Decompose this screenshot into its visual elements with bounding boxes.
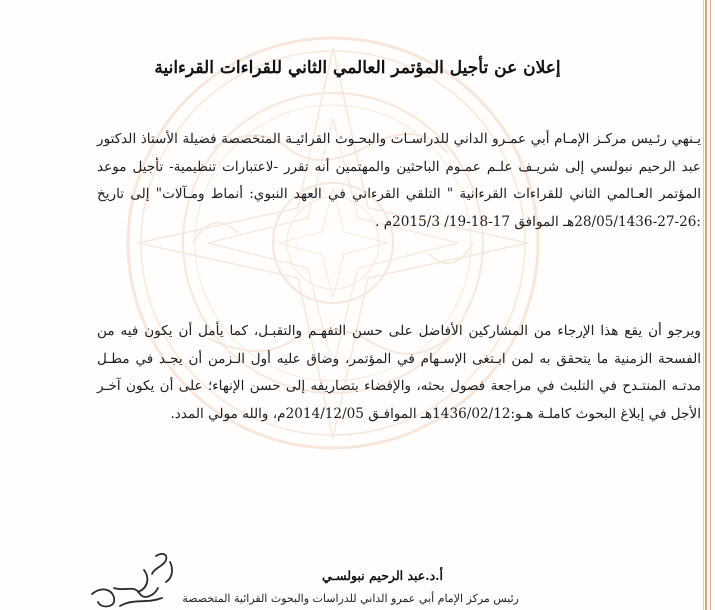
page-border-outer — [710, 0, 711, 610]
signatory-role: رئيس مركز الإمام أبي عمرو الداني للدراسات والبحوث القرائية المتخصصة — [182, 592, 519, 605]
announcement-paragraph-1: يـنهي رئـيس مركـز الإمـام أبي عمـرو الداني للدراسـات والبحـوث القرائيـة المتخصصة فضيلة الأستاذ الدكتور عبد الرحيم نبولسي إلى شريـف علـم عمـوم الباحثين والمهتمين أنه تقرر -لاعتبارات تنظيمية- تأجيل موعد المؤتمر العـالمي الثاني للقراءات القرءانية " التلقي القرءاني في العهد النبوي: أنماط ومـآلات" إلى تاريخ :26-27-28/05/1436هـ الموافق 17-18-19/ 2015/3م . — [97, 131, 701, 230]
signatory-name: أ.د.عبد الرحيم نبولسـي — [322, 568, 443, 583]
page-border-accent — [705, 0, 707, 610]
page-border-inner — [703, 0, 704, 610]
announcement-paragraph-2: ويرجو أن يقع هذا الإرجاء من المشاركين الأفاضل على حسن التفهـم والتقبـل، كما يأمل أن يكون فيه من الفسحة الزمنية ما يتحقق به لمن ابـتغى الإسـهام في المؤتمر، وضاق عليه أول الـزمن أن يجـد في مطـل مدتـه المنتـدح في التلبث في مراجعة فصول بحثه، والإفضاء بتصاريفه إلى حسن الإنهاء؛ على أن يكون آخـر الأجل في إبلاغ البحوث كاملـة هـو:1436/02/12هـ الموافـق 2014/12/05م، والله مولي المدد. — [97, 323, 701, 422]
handwritten-signature-icon — [84, 548, 194, 610]
document-title: إعلان عن تأجيل المؤتمر العالمي الثاني للقراءات القرءانية — [154, 58, 561, 78]
